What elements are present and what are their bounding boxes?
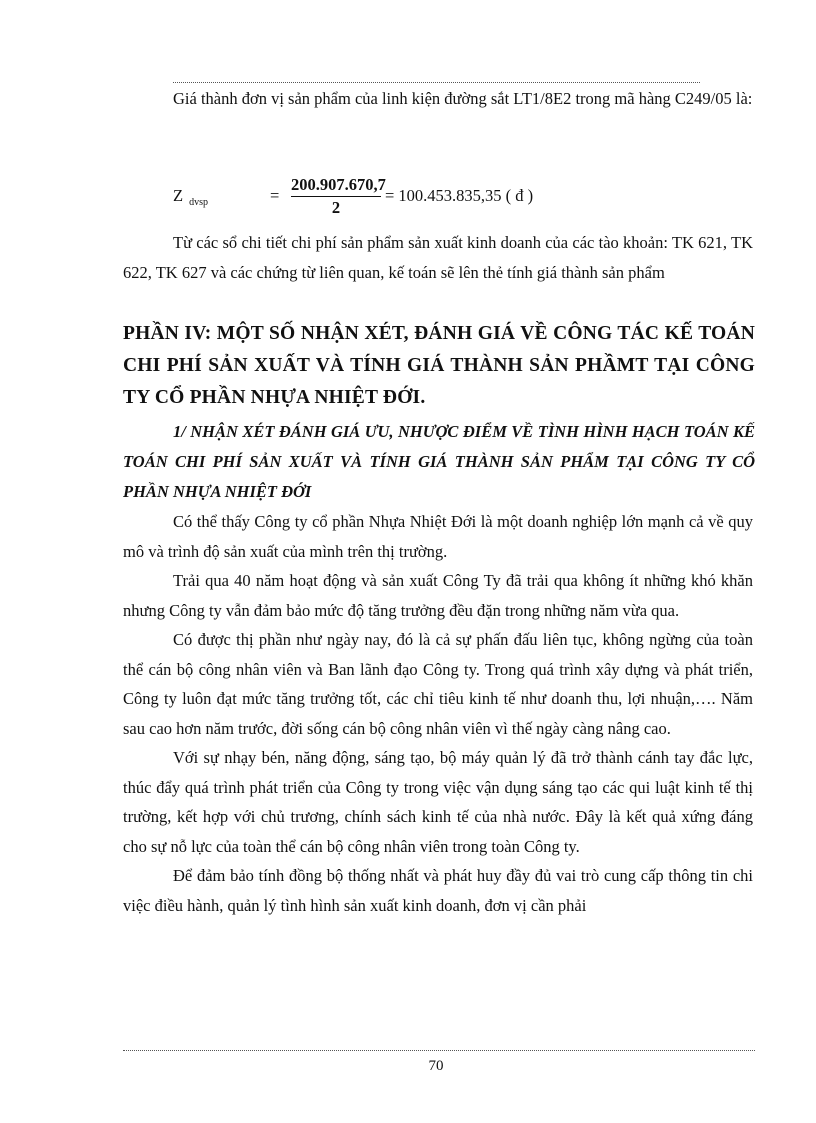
- section-title-text: 1/ NHẬN XÉT ĐÁNH GIÁ ƯU, NHƯỢC ĐIỂM VỀ TÌNH HÌNH HẠCH TOÁN KẾ TOÁN CHI PHÍ SẢN XUẤT VÀ TÍNH GIÁ THÀNH SẢN PHẨM TẠI CÔNG TY CỔ PHẦN NHỰA NHIỆT ĐỚI: [123, 422, 755, 501]
- page-number: 70: [428, 1058, 444, 1074]
- body-paragraph: Có thể thấy Công ty cổ phần Nhựa Nhiệt Đới là một doanh nghiệp lớn mạnh cả về quy mô và trình độ sản xuất của mình trên thị trường.: [123, 512, 753, 561]
- intro-paragraph: Giá thành đơn vị sản phẩm của linh kiện đường sắt LT1/8E2 trong mã hàng C249/05 là:: [173, 89, 753, 108]
- section-title: [123, 417, 755, 507]
- header-rule: [173, 82, 700, 83]
- formula-equals: =: [270, 186, 280, 205]
- after-formula-block: [123, 228, 753, 287]
- body-paragraph: Trải qua 40 năm hoạt động và sản xuất Công Ty đã trải qua không ít những khó khăn nhưng Công ty vẫn đảm bảo mức độ tăng trưởng đều đặn trong những năm vừa qua.: [123, 571, 753, 620]
- footer-rule: [123, 1050, 755, 1051]
- body-paragraph: Với sự nhạy bén, năng động, sáng tạo, bộ máy quản lý đã trở thành cánh tay đắc lực, thúc đẩy quá trình phát triển của Công ty trong việc vận dụng sáng tạo các qui luật kinh tế thị trường, kết hợp với chủ trương, chính sách kinh tế của nhà nước. Đây là kết quả xứng đáng cho sự nỗ lực của toàn thể cán bộ công nhân viên trong toàn Công ty.: [123, 748, 753, 856]
- intro-block: [123, 84, 753, 114]
- formula-denominator: 2: [331, 198, 341, 217]
- body-paragraph: Để đảm bảo tính đồng bộ thống nhất và phát huy đầy đủ vai trò cung cấp thông tin chi việc điều hành, quản lý tình hình sản xuất kinh doanh, đơn vị cần phải: [123, 866, 753, 915]
- main-body: [123, 507, 753, 920]
- body-paragraph: Có được thị phần như ngày nay, đó là cả sự phấn đấu liên tục, không ngừng của toàn thể cán bộ công nhân viên và Ban lãnh đạo Công ty. Trong quá trình xây dựng và phát triển, Công ty luôn đạt mức tăng trưởng tốt, các chỉ tiêu kinh tế như doanh thu, lợi nhuận,…. Năm sau cao hơn năm trước, đời sống cán bộ công nhân viên vì thế ngày càng nâng cao.: [123, 630, 753, 738]
- unit-cost-formula: [173, 175, 733, 225]
- formula-fraction: [291, 175, 386, 218]
- formula-subscript: dvsp: [189, 197, 208, 208]
- formula-result: = 100.453.835,35 ( đ ): [385, 186, 534, 205]
- after-formula-paragraph: Từ các sổ chi tiết chi phí sản phẩm sản xuất kinh doanh của các tào khoản: TK 621, TK 622, TK 627 và các chứng từ liên quan, kế toán sẽ lên thẻ tính giá thành sản phẩm: [123, 233, 753, 282]
- formula-numerator: 200.907.670,7: [291, 175, 381, 197]
- part-title: PHẦN IV: MỘT SỐ NHẬN XÉT, ĐÁNH GIÁ VỀ CÔNG TÁC KẾ TOÁN CHI PHÍ SẢN XUẤT VÀ TÍNH GIÁ THÀNH SẢN PHẦMT TẠI CÔNG TY CỔ PHẦN NHỰA NHIỆT ĐỚI.: [123, 323, 755, 408]
- formula-symbol: Z $_{dvsp}$: [173, 186, 208, 208]
